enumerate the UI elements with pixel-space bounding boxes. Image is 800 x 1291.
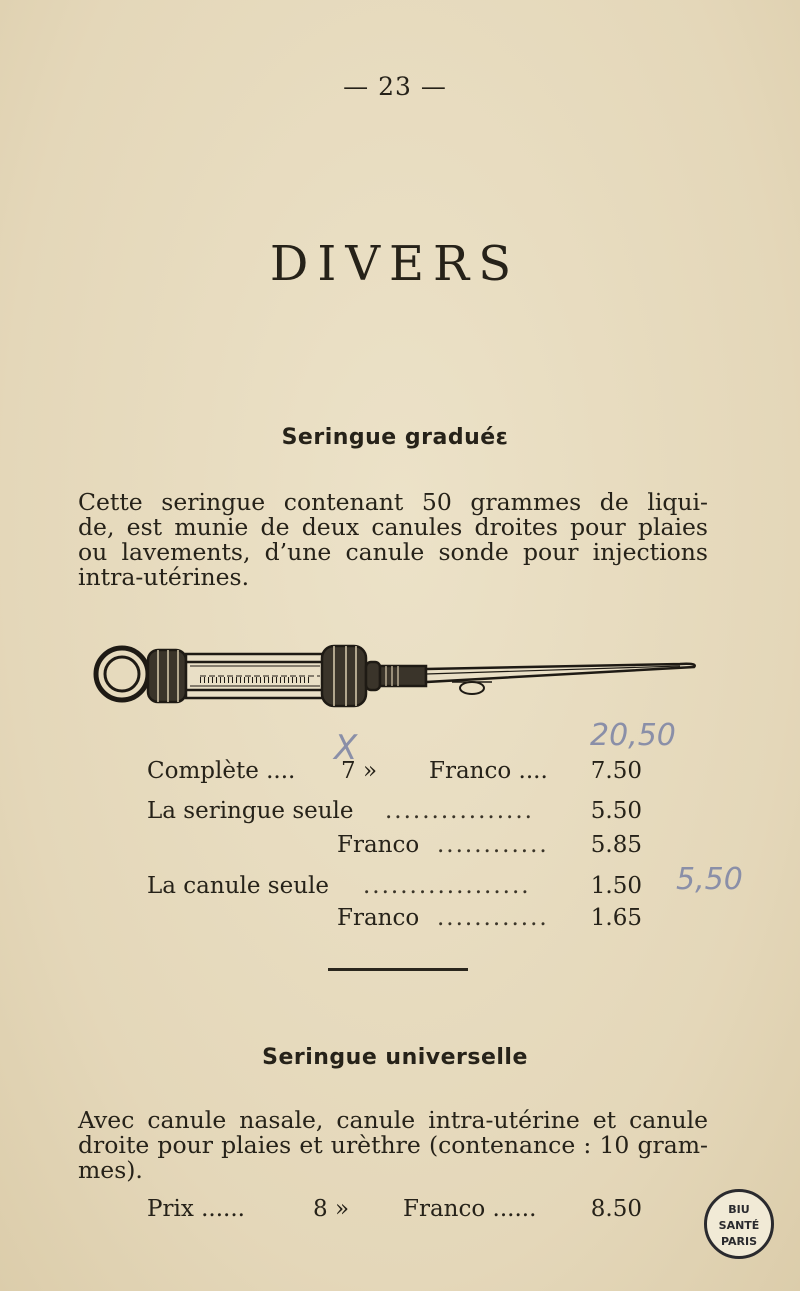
item1-desc-line: intra-utérines. bbox=[78, 563, 250, 591]
syringe-illustration bbox=[90, 636, 710, 716]
leader-dots: .................. bbox=[363, 873, 531, 899]
section-divider bbox=[328, 968, 468, 971]
item1-desc-line: ou lavements, d’une canule sonde pour injections bbox=[78, 538, 708, 566]
price-label: La canule seule bbox=[147, 873, 329, 899]
section-title: DIVERS bbox=[269, 236, 521, 292]
page-number: — 23 — bbox=[343, 72, 447, 101]
price-row-seringue-seule bbox=[147, 798, 642, 828]
handwritten-price-complete: 20,50 bbox=[590, 718, 676, 753]
item2-title: Seringue universelle bbox=[262, 1045, 528, 1070]
library-stamp bbox=[704, 1189, 774, 1259]
stamp-line: BIU bbox=[728, 1203, 750, 1216]
stamp-line: PARIS bbox=[720, 1235, 758, 1248]
item1-desc-line: Cette seringue contenant 50 grammes de liqui- bbox=[78, 488, 708, 516]
price-value: 5.85 bbox=[590, 832, 642, 858]
price-label: La seringue seule bbox=[147, 798, 354, 824]
franco-label: Franco .... bbox=[429, 758, 548, 784]
price-row-seringue-franco bbox=[147, 832, 642, 862]
price-base: 8 » bbox=[313, 1196, 350, 1222]
handwritten-mark: X bbox=[334, 728, 358, 768]
item2-desc-line: mes). bbox=[78, 1156, 143, 1184]
price-value: 1.65 bbox=[590, 905, 642, 931]
price-label: Complète .... bbox=[147, 758, 296, 784]
leader-dots: ............ bbox=[437, 832, 549, 858]
leader-dots: ............ bbox=[437, 905, 549, 931]
item1-desc-line: de, est munie de deux canules droites pour plaies bbox=[78, 513, 708, 541]
item2-description bbox=[78, 1108, 708, 1183]
leader-dots: ................ bbox=[385, 798, 534, 824]
item1-title: Seringue graduéε bbox=[281, 425, 509, 450]
stamp-line: SANTÉ bbox=[718, 1219, 760, 1232]
item2-desc-line: Avec canule nasale, canule intra-utérine et canule bbox=[78, 1106, 708, 1134]
item2-desc-line: droite pour plaies et urèthre (contenance : 10 gram- bbox=[78, 1131, 708, 1159]
price-value: 1.50 bbox=[590, 873, 642, 899]
price-base: 7 » bbox=[341, 758, 378, 784]
price-row-canule-franco bbox=[147, 905, 642, 935]
price-value: 8.50 bbox=[590, 1196, 642, 1222]
price-row-canule-seule bbox=[147, 873, 642, 903]
franco-label: Franco bbox=[337, 832, 420, 858]
handwritten-price-canule: 5,50 bbox=[676, 862, 743, 897]
price-row-universelle bbox=[147, 1196, 642, 1226]
price-value: 5.50 bbox=[590, 798, 642, 824]
item1-description bbox=[78, 490, 708, 590]
price-row-complete bbox=[147, 758, 642, 788]
franco-label: Franco ...... bbox=[403, 1196, 537, 1222]
price-value: 7.50 bbox=[590, 758, 642, 784]
price-label: Prix ...... bbox=[147, 1196, 245, 1222]
franco-label: Franco bbox=[337, 905, 420, 931]
